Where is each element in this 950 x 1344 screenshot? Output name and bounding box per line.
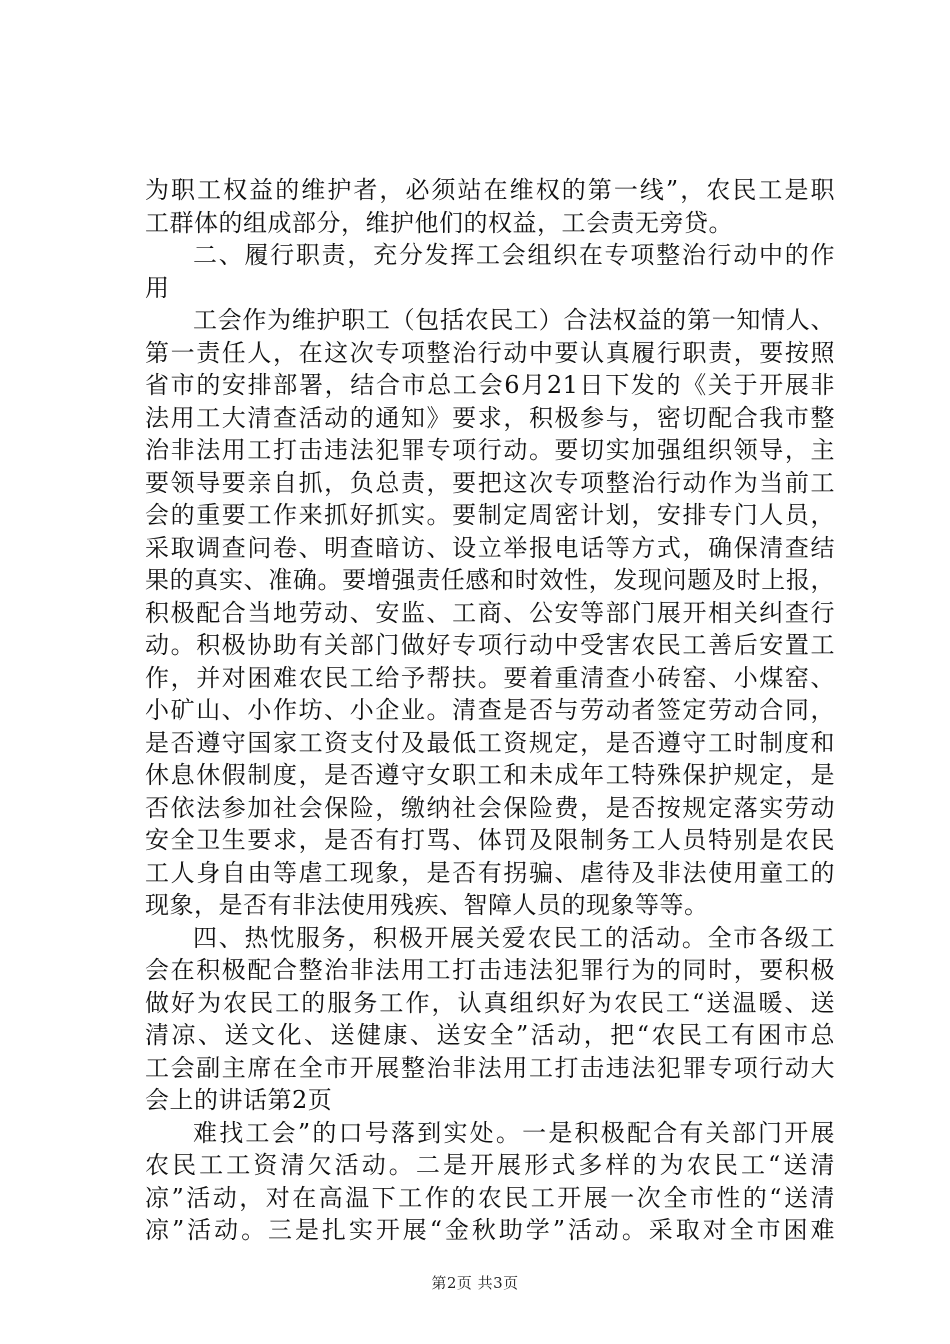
- text-line: 会的重要工作来抓好抓实。要制定周密计划，安排专门人员，: [145, 501, 835, 529]
- text-line: 农民工工资清欠活动。二是开展形式多样的为农民工“送清: [145, 1151, 835, 1179]
- text-line: 现象，是否有非法使用残疾、智障人员的现象等等。: [145, 891, 709, 919]
- text-line: 省市的安排部署，结合市总工会6月21日下发的《关于开展非: [145, 371, 835, 399]
- text-line: 第一责任人，在这次专项整治行动中要认真履行职责，要按照: [145, 338, 835, 367]
- text-line: 为职工权益的维护者，必须站在维权的第一线”，农民工是职: [145, 176, 835, 204]
- text-line: 工群体的组成部分，维护他们的权益，工会责无旁贷。: [145, 208, 733, 237]
- text-line: 作，并对困难农民工给予帮扶。要着重清查小砖窑、小煤窑、: [145, 663, 835, 692]
- section-heading-line: 二、履行职责，充分发挥工会组织在专项整治行动中的作: [193, 241, 835, 269]
- section-heading-line: 用: [145, 273, 170, 302]
- section-heading-line: 四、热忱服务，积极开展关爱农民工的活动。全市各级工: [193, 923, 835, 952]
- text-line: 工人身自由等虐工现象，是否有拐骗、虐待及非法使用童工的: [145, 858, 835, 887]
- text-line: 会上的讲话第2页: [145, 1086, 333, 1114]
- text-line: 工会作为维护职工（包括农民工）合法权益的第一知情人、: [193, 306, 835, 334]
- text-line: 积极配合当地劳动、安监、工商、公安等部门展开相关纠查行: [145, 598, 835, 627]
- text-line: 动。积极协助有关部门做好专项行动中受害农民工善后安置工: [145, 631, 835, 659]
- text-line: 休息休假制度，是否遵守女职工和未成年工特殊保护规定，是: [145, 761, 835, 789]
- text-line: 工会副主席在全市开展整治非法用工打击违法犯罪专项行动大: [145, 1053, 835, 1082]
- text-line: 安全卫生要求，是否有打骂、体罚及限制务工人员特别是农民: [145, 826, 835, 854]
- text-line: 治非法用工打击违法犯罪专项行动。要切实加强组织领导，主: [145, 436, 835, 464]
- text-line: 小矿山、小作坊、小企业。清查是否与劳动者签定劳动合同，: [145, 696, 835, 724]
- document-body: [145, 174, 835, 1247]
- text-line: 否依法参加社会保险，缴纳社会保险费，是否按规定落实劳动: [145, 793, 835, 822]
- text-line: 果的真实、准确。要增强责任感和时效性，发现问题及时上报，: [145, 566, 835, 594]
- page-number-footer: 第2页 共3页: [431, 1274, 519, 1292]
- text-line: 是否遵守国家工资支付及最低工资规定，是否遵守工时制度和: [145, 728, 835, 757]
- text-line: 清凉、送文化、送健康、送安全”活动，把“农民工有困市总: [145, 1021, 835, 1049]
- text-line: 做好为农民工的服务工作，认真组织好为农民工“送温暖、送: [145, 988, 835, 1017]
- text-line: 凉”活动。三是扎实开展“金秋助学”活动。采取对全市困难: [145, 1216, 835, 1244]
- text-line: 法用工大清查活动的通知》要求，积极参与，密切配合我市整: [145, 403, 835, 432]
- text-line: 采取调查问卷、明查暗访、设立举报电话等方式，确保清查结: [145, 533, 835, 562]
- text-line: 凉”活动，对在高温下工作的农民工开展一次全市性的“送清: [145, 1183, 835, 1212]
- text-line: 难找工会”的口号落到实处。一是积极配合有关部门开展: [193, 1118, 835, 1147]
- text-line: 要领导要亲自抓，负总责，要把这次专项整治行动作为当前工: [145, 468, 835, 497]
- text-line: 会在积极配合整治非法用工打击违法犯罪行为的同时，要积极: [145, 956, 835, 984]
